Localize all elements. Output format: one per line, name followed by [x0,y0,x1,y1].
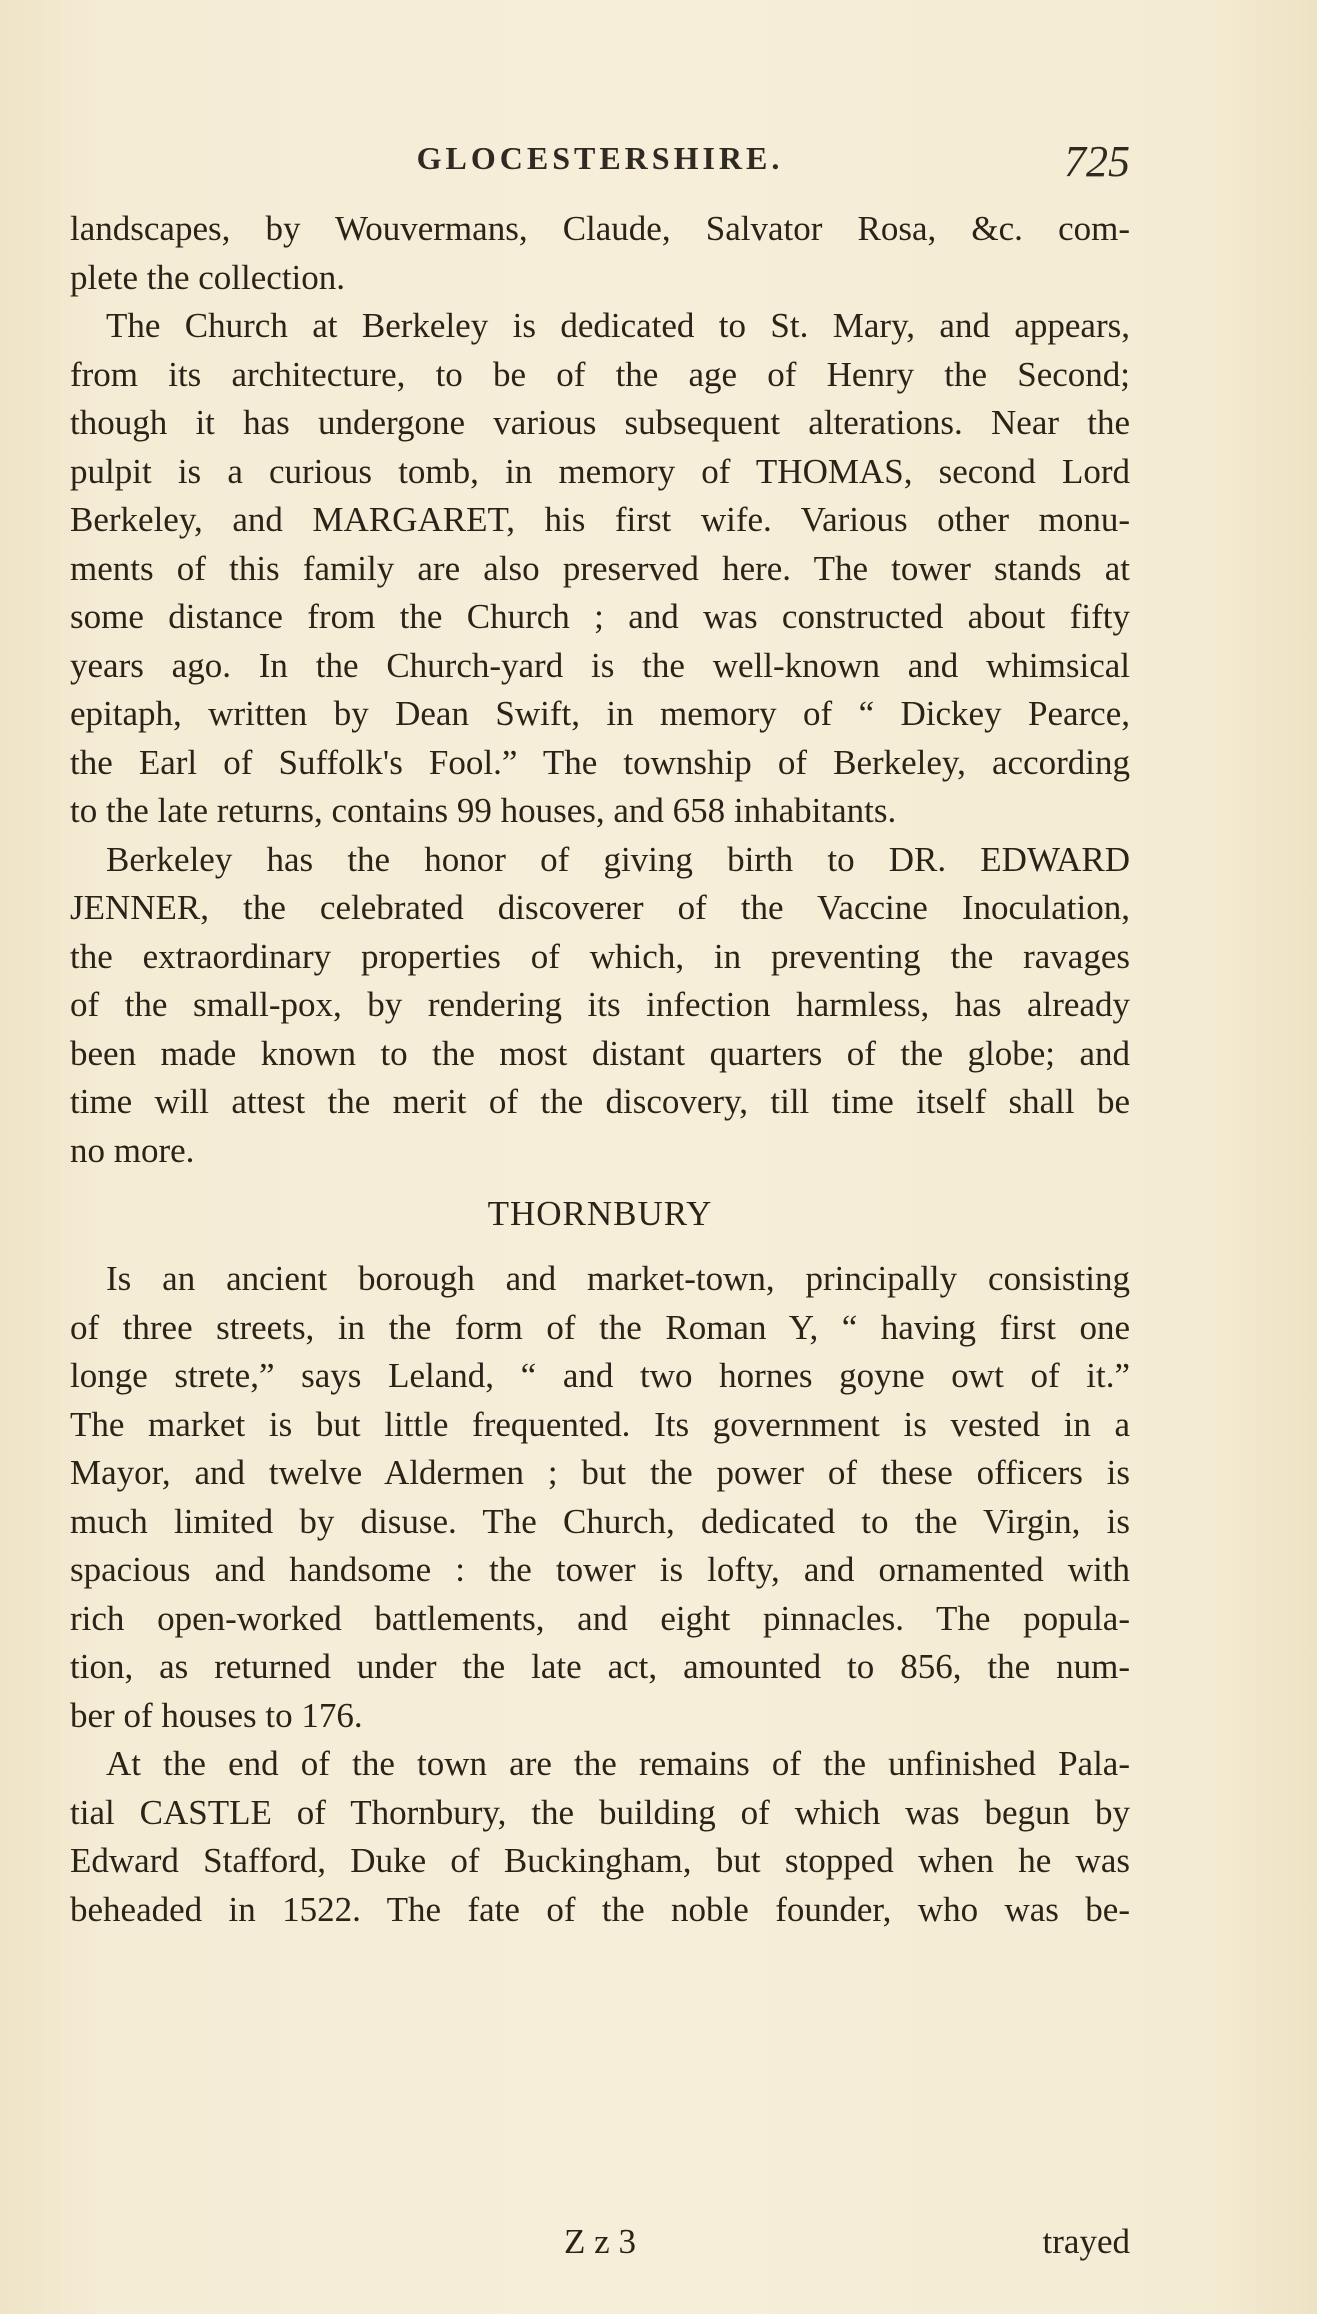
text-line: tion, as returned under the late act, amounted to 856, the num- [70,1647,1130,1686]
text-line: from its architecture, to be of the age of Henry the Second; [70,354,1130,394]
text-line: some distance from the Church ; and was constructed about fifty [70,597,1130,636]
text-line: been made known to the most distant quarters of the globe; and [70,1033,1130,1073]
paragraph [70,1740,1130,1934]
text-line: At the end of the town are the remains of the unfinished Pala- [106,1744,1130,1783]
page-header [70,137,1130,190]
text-line: longe strete,” says Leland, “ and two hornes goyne owt of it.” [70,1356,1130,1395]
text-line: to the late returns, contains 99 houses, and 658 inhabitants. [70,791,897,830]
text-line: ber of houses to 176. [70,1695,363,1735]
text-line: epitaph, written by Dean Swift, in memory of “ Dickey Pearce, [70,694,1130,733]
running-head: GLOCESTERSHIRE. [416,140,784,176]
text-line: no more. [70,1130,195,1170]
text-line: rich open-worked battlements, and eight pinnacles. The popula- [70,1598,1130,1638]
catchword: trayed [1042,2222,1130,2261]
text-line: beheaded in 1522. The fate of the noble founder, who was be- [70,1889,1130,1929]
paragraph [70,836,1130,1176]
section-title: THORNBURY [487,1194,713,1233]
paragraph [70,205,1130,302]
text-line: The market is but little frequented. Its government is vested in a [70,1404,1130,1444]
text-line: JENNER, the celebrated discoverer of the Vaccine Inoculation, [70,888,1130,927]
text-line: landscapes, by Wouvermans, Claude, Salvator Rosa, &c. com- [70,209,1130,248]
page-footer [70,2222,1130,2270]
signature-mark: Z z 3 [564,2222,636,2261]
text-line: Berkeley has the honor of giving birth to DR. EDWARD [106,839,1130,879]
text-line: plete the collection. [70,257,346,297]
page-number: 725 [1064,137,1130,186]
text-line: tial CASTLE of Thornbury, the building of which was begun by [70,1792,1130,1832]
paragraph [70,302,1130,836]
body-text [70,205,1130,1934]
text-line: Edward Stafford, Duke of Buckingham, but stopped when he was [70,1841,1130,1880]
text-line: the Earl of Suffolk's Fool.” The township of Berkeley, according [70,742,1130,782]
text-line: The Church at Berkeley is dedicated to St. Mary, and appears, [106,306,1130,345]
text-line: spacious and handsome : the tower is lofty, and ornamented with [70,1550,1130,1589]
paragraph [70,1255,1130,1740]
text-line: Is an ancient borough and market-town, principally consisting [106,1259,1130,1298]
text-line: the extraordinary properties of which, in preventing the ravages [70,936,1130,976]
text-line: Berkeley, and MARGARET, his first wife. Various other monu- [70,500,1130,539]
text-line: though it has undergone various subsequent alterations. Near the [70,403,1130,442]
text-line: much limited by disuse. The Church, dedicated to the Virgin, is [70,1501,1130,1541]
text-line: time will attest the merit of the discovery, till time itself shall be [70,1082,1130,1121]
text-line: years ago. In the Church-yard is the well-known and whimsical [70,645,1130,685]
text-line: pulpit is a curious tomb, in memory of THOMAS, second Lord [70,451,1130,491]
text-line: of three streets, in the form of the Roman Y, “ having first one [70,1307,1130,1347]
text-line: of the small-pox, by rendering its infection harmless, has already [70,985,1130,1024]
text-line: ments of this family are also preserved here. The tower stands at [70,548,1130,588]
text-line: Mayor, and twelve Aldermen ; but the power of these officers is [70,1453,1130,1492]
